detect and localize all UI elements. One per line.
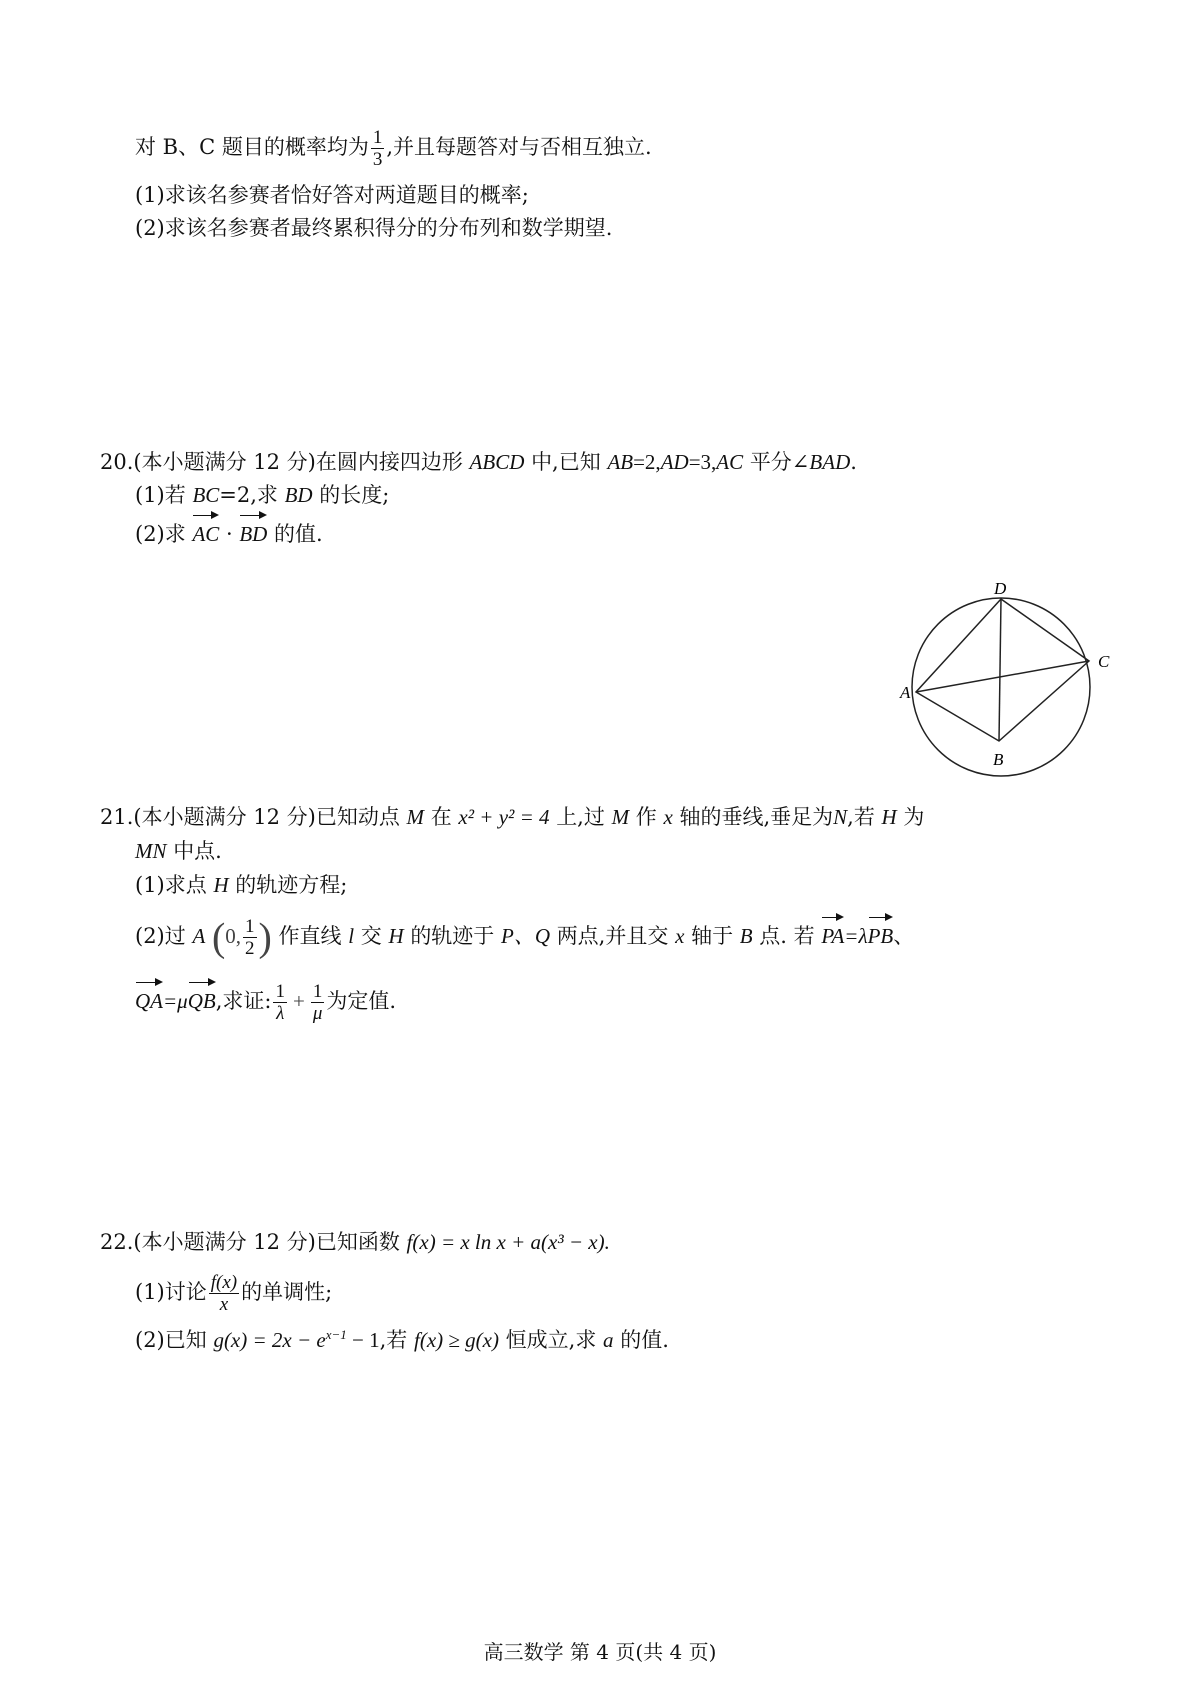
vector-bd: BD xyxy=(239,513,267,549)
q22-stem: 22.(本小题满分 12 分)已知函数 f(x) = x ln x + a(x³ − x). xyxy=(100,1230,610,1254)
label-c: C xyxy=(1098,652,1110,671)
q19-intro: 对 B、C 题目的概率均为 $\frac{1}{3}$ ,并且每题答对与否相互独立. xyxy=(135,127,652,170)
q21-part2-cont: QA=μQB,求证: $\frac{1}{\lambda}$ + $\frac{1}{\mu}$ 为定值. xyxy=(135,981,397,1024)
fraction-one-over-mu: $\frac{1}{\mu}$ xyxy=(312,981,323,1024)
vector-pa: PA xyxy=(821,915,844,951)
q19-part2: (2)求该名参赛者最终累积得分的分布列和数学期望. xyxy=(135,216,613,240)
q21-stem-cont: MN 中点. xyxy=(135,839,222,863)
q20-part1: (1)若 BC=2,求 BD 的长度; xyxy=(135,483,390,507)
q22-part2: (2)已知 $g(x) = 2x - e^{x-1} - 1$,若 f(x) ≥ g(x) 恒成立,求 a 的值. xyxy=(135,1327,669,1352)
fraction-f-over-x: $\frac{f(x)}{x}$ xyxy=(210,1272,238,1315)
q22-part1: (1)讨论 $\frac{f(x)}{x}$ 的单调性; xyxy=(135,1272,333,1315)
label-a: A xyxy=(900,683,911,702)
right-paren: ) xyxy=(258,914,272,960)
q20-stem: 20.(本小题满分 12 分)在圆内接四边形 ABCD 中,已知 AB=2,AD=3,AC 平分∠BAD. xyxy=(100,450,857,474)
diagonal-ac xyxy=(916,661,1089,692)
label-d: D xyxy=(994,579,1007,598)
label-b: B xyxy=(993,750,1004,769)
fraction-one-third: $\frac{1}{3}$ xyxy=(372,127,383,170)
page-footer: 高三数学 第 4 页(共 4 页) xyxy=(483,1640,717,1664)
q19-part1: (1)求该名参赛者恰好答对两道题目的概率; xyxy=(135,183,529,207)
vector-ac: AC xyxy=(192,513,219,549)
q21-part1: (1)求点 H 的轨迹方程; xyxy=(135,873,348,897)
vector-pb: PB xyxy=(868,915,894,951)
q20-part2: (2)求 AC · BD 的值. xyxy=(135,513,323,549)
fraction-one-half: $\frac{1}{2}$ xyxy=(245,916,255,959)
vector-qb: QB xyxy=(188,980,216,1016)
left-paren: ( xyxy=(211,914,226,960)
q21-stem: 21.(本小题满分 12 分)已知动点 M 在 x² + y² = 4 上,过 M 作 x 轴的垂线,垂足为N,若 H 为 xyxy=(100,805,925,829)
cyclic-quadrilateral-figure xyxy=(880,579,1130,835)
q21-part2: (2)过 A (0, $\frac{1}{2}$ ) 作直线 l 交 H 的轨迹于 P、Q 两点,并且交 x 轴于 B 点. 若 PA=λPB、 xyxy=(135,914,915,960)
vector-qa: QA xyxy=(135,980,163,1016)
diagonal-bd xyxy=(999,599,1001,741)
fraction-one-over-lambda: $\frac{1}{\lambda}$ xyxy=(275,981,285,1024)
